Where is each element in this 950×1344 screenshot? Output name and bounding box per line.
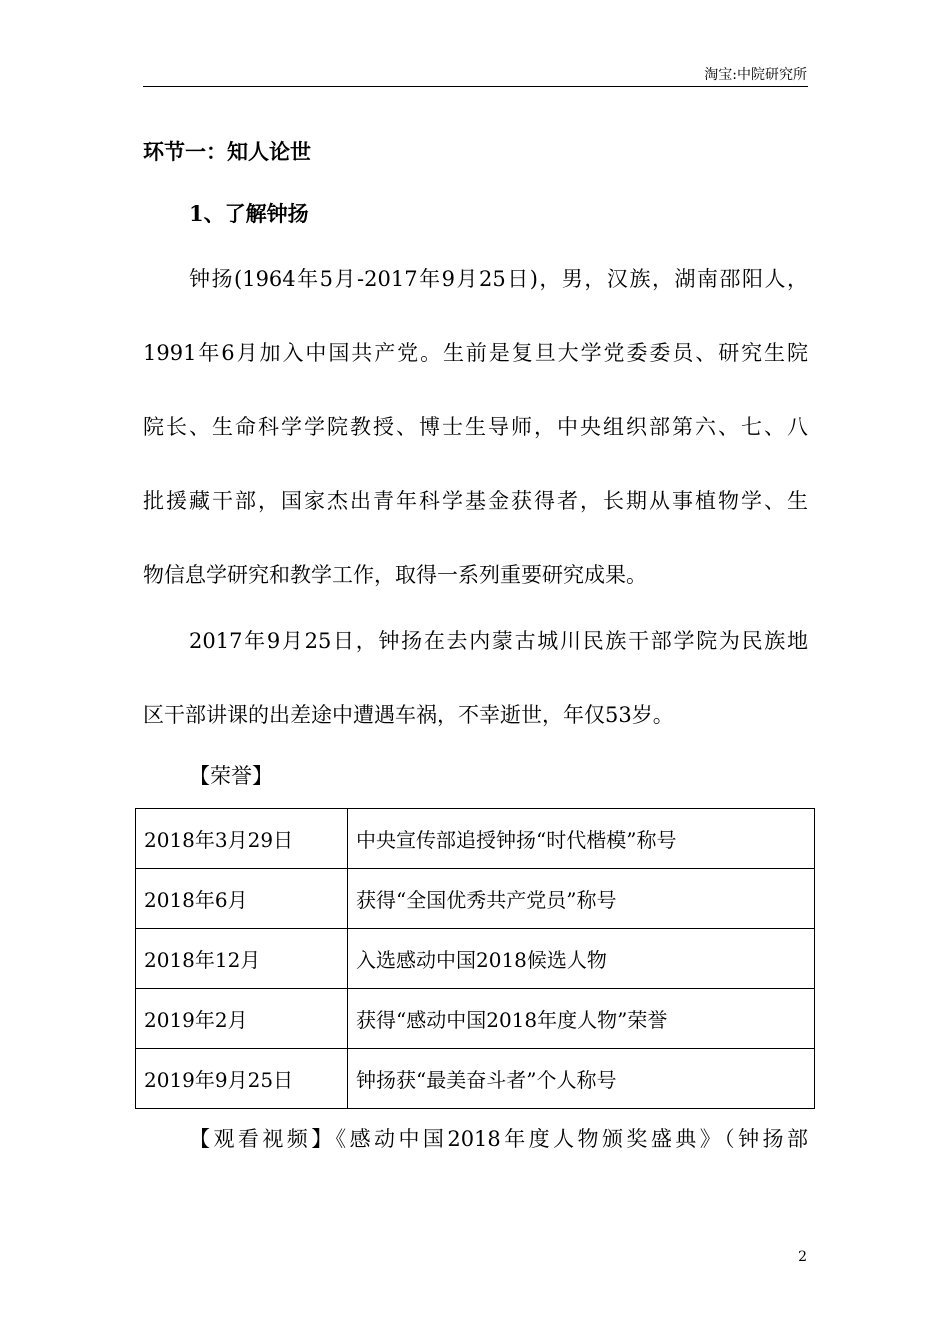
table-row [136,989,815,1049]
paragraph-line: 钟扬(1964年5月-2017年9月25日)，男，汉族，湖南邵阳人， [189,267,808,291]
honor-date: 2018年6月 [136,869,348,929]
honor-event: 入选感动中国2018候选人物 [348,929,815,989]
table-row [136,929,815,989]
paragraph-line: 物信息学研究和教学工作，取得一系列重要研究成果。 [143,563,647,587]
table-row [136,809,815,869]
table-row [136,869,815,929]
subsection-title: 1、了解钟扬 [189,201,309,226]
section-title: 环节一：知人论世 [143,139,311,164]
honors-label: 【荣誉】 [189,764,273,788]
honor-date: 2019年9月25日 [136,1049,348,1109]
paragraph-line: 1991年6月加入中国共产党。生前是复旦大学党委委员、研究生院 [143,341,808,365]
honor-date: 2019年2月 [136,989,348,1049]
paragraph-line: 院长、生命科学学院教授、博士生导师，中央组织部第六、七、八 [143,415,808,439]
honor-event: 钟扬获“最美奋斗者”个人称号 [348,1049,815,1109]
honors-table [135,808,815,1109]
header-divider [143,86,808,87]
table-row [136,1049,815,1109]
video-line: 【观看视频】《感动中国2018年度人物颁奖盛典》（钟扬部 [189,1127,808,1151]
honor-event: 获得“全国优秀共产党员”称号 [348,869,815,929]
paragraph-line: 批援藏干部，国家杰出青年科学基金获得者，长期从事植物学、生 [143,489,808,513]
honor-date: 2018年12月 [136,929,348,989]
page-header: 淘宝:中院研究所 [704,67,807,83]
paragraph-line: 2017年9月25日，钟扬在去内蒙古城川民族干部学院为民族地 [189,629,808,653]
honor-event: 获得“感动中国2018年度人物”荣誉 [348,989,815,1049]
honor-date: 2018年3月29日 [136,809,348,869]
page-number: 2 [798,1249,807,1265]
paragraph-line: 区干部讲课的出差途中遭遇车祸，不幸逝世，年仅53岁。 [143,703,674,727]
honor-event: 中央宣传部追授钟扬“时代楷模”称号 [348,809,815,869]
